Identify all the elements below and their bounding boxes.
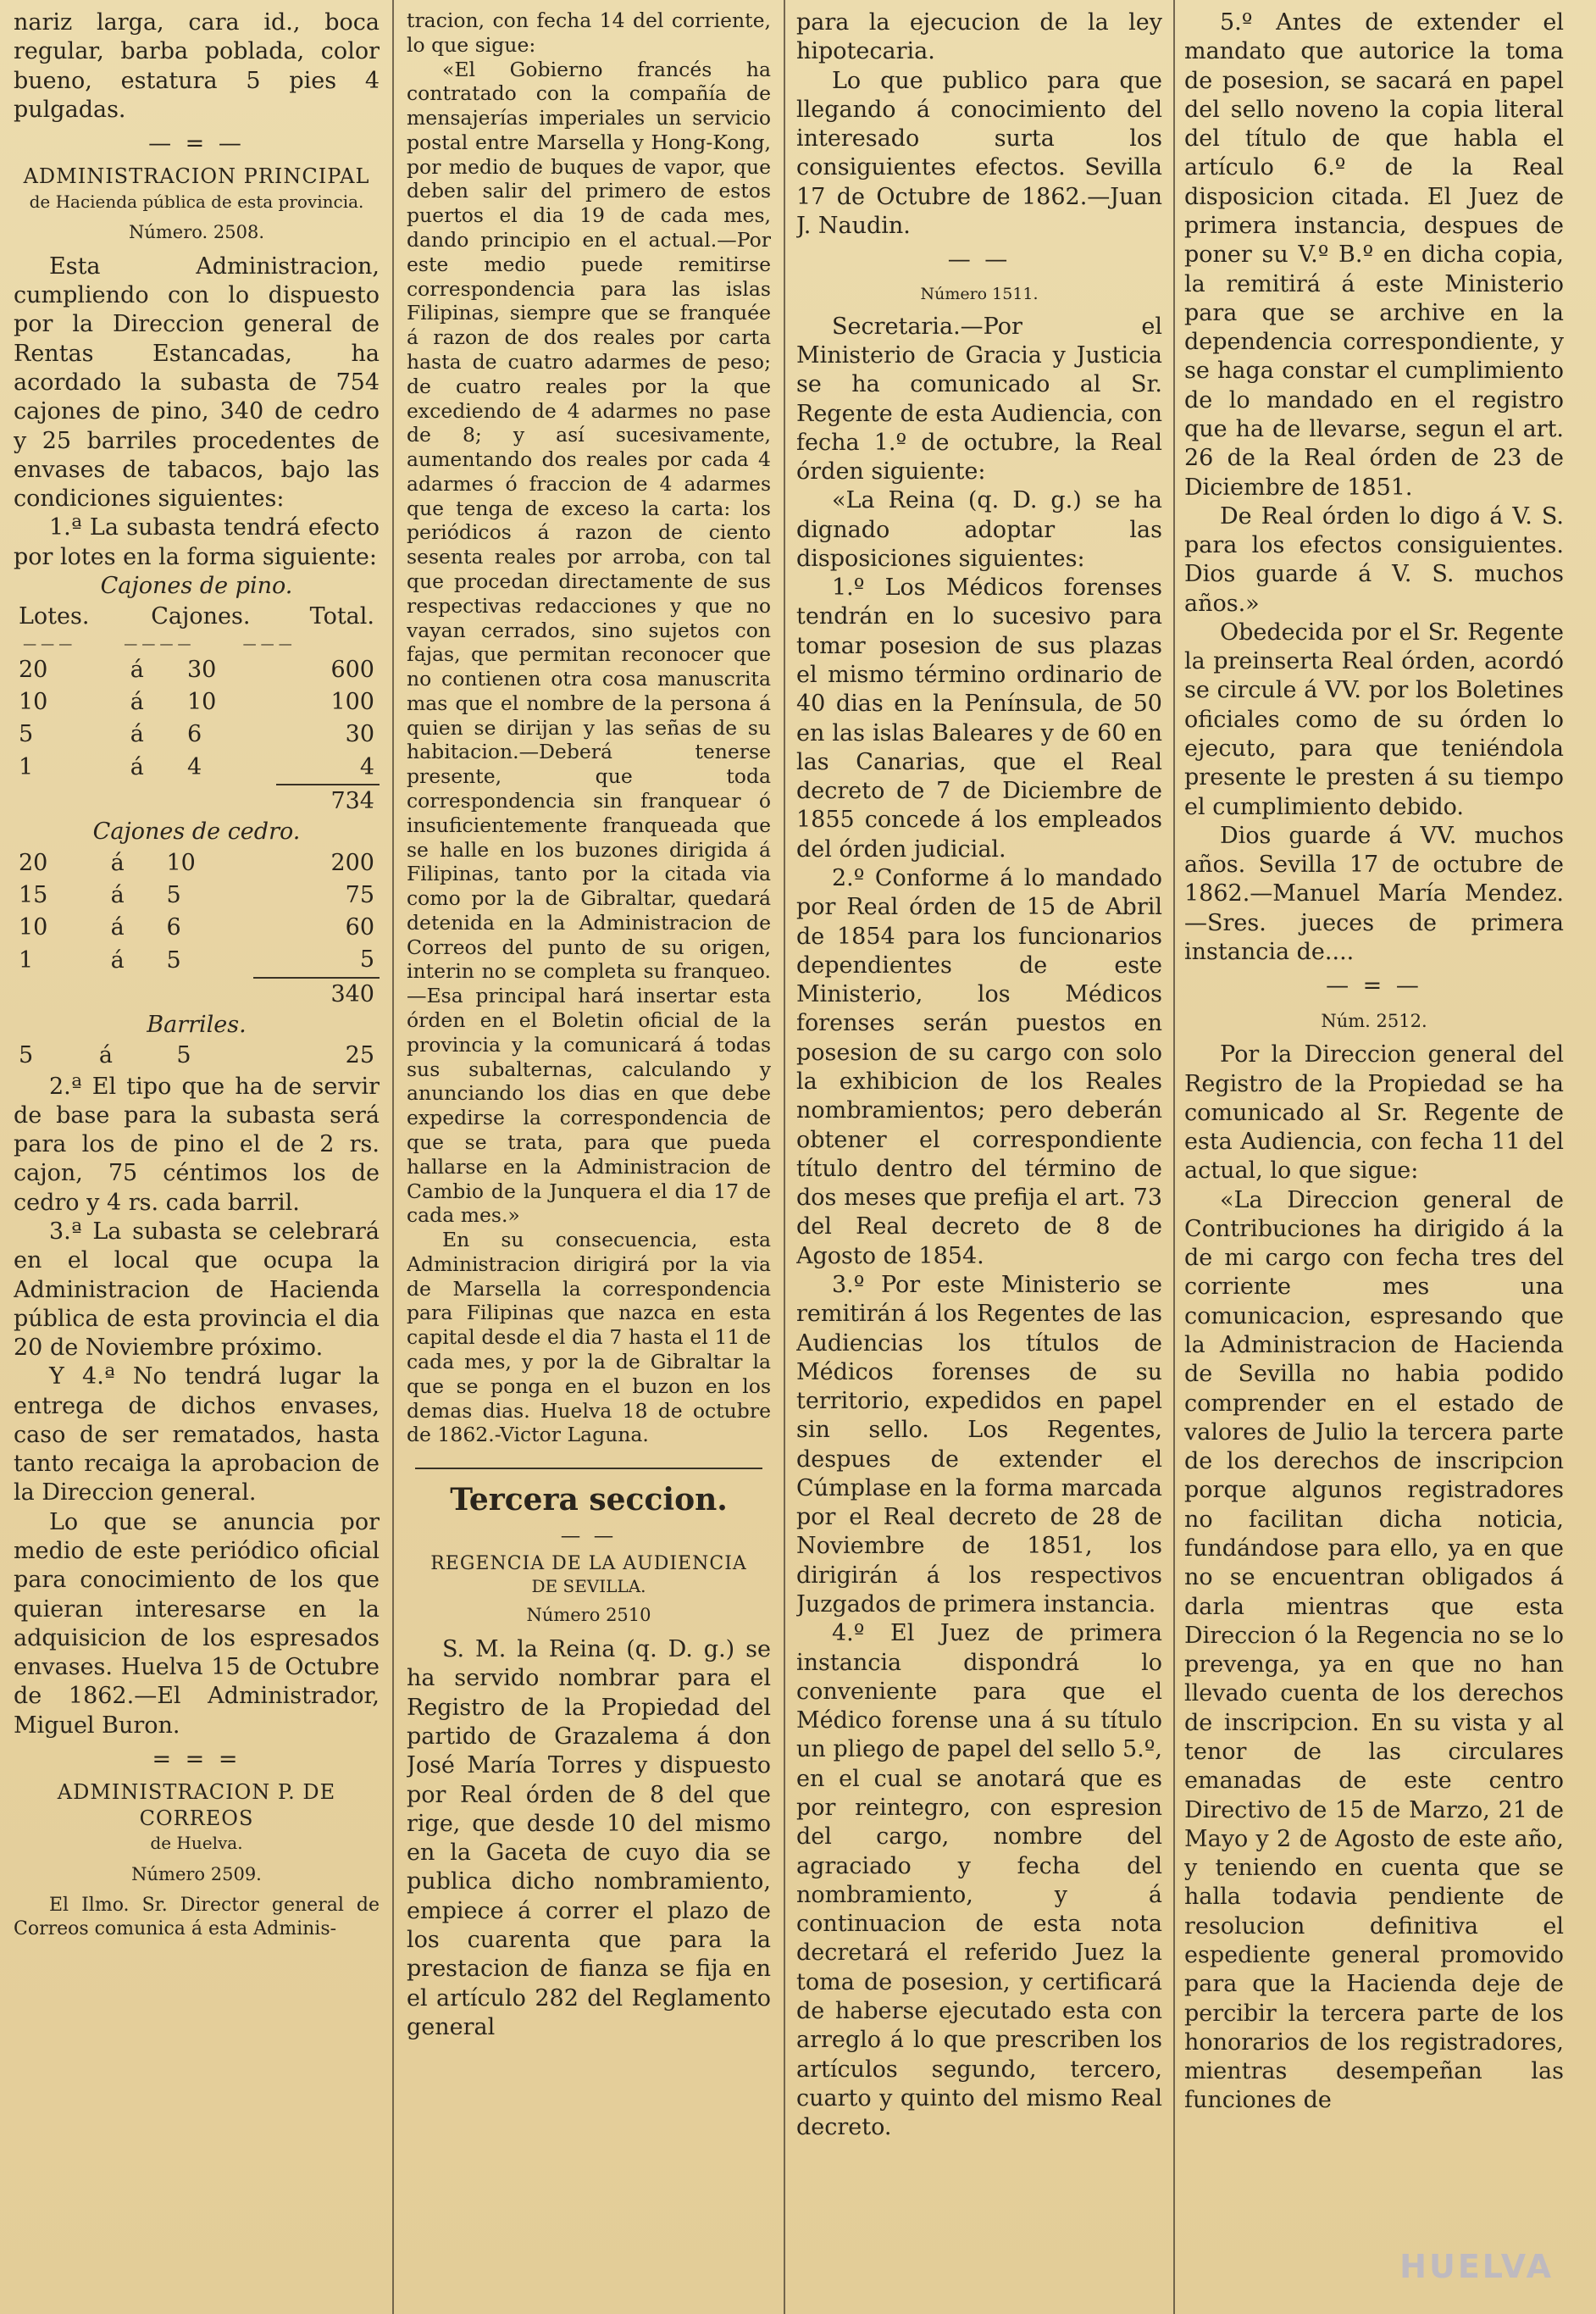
section-title: Tercera seccion. [450, 1482, 728, 1518]
paragraph: Secretaria.—Por el Ministerio de Gracia y Justicia se ha comunicado al Sr. Regente de esta Audiencia, con fecha 1.º de octubre, la Real órden siguiente: [796, 313, 1162, 486]
separator: — = — [1326, 973, 1422, 1000]
notice-number: Número 2510 [526, 1605, 651, 1626]
paragraph: De Real órden lo digo á V. S. para los efectos consiguientes. Dios guarde á V. S. muchos años.» [1184, 502, 1564, 617]
table-caption: Barriles. [147, 1011, 247, 1038]
column-rule [392, 0, 394, 2314]
paragraph: «El Gobierno francés ha contratado con la compañía de mensajerías imperiales un servicio postal entre Marsella y Hong-Kong, por medio de buques de vapor, que deben salir del primero de estos puertos el dia 19 de cada mes, dando principio en el actual.—Por este medio puede remitirse correspondencia para las islas Filipinas, siempre que se franquée á razon de dos reales por carta hasta de cuatro adarmes de peso; de cuatro reales por la que excediendo de 4 adarmes no pase de 8; y así sucesivamente, aumentando dos reales por cada 4 adarmes ó fraccion de 4 adarmes que tenga de exceso la carta: los periódicos á razon de ciento sesenta reales por arroba, con tal que procedan directamente de sus respectivas redacciones y que no vayan cerrados, sino sujetos con fajas, que permitan reconocer que no contienen otra cosa manuscrita mas que el nombre de la persona á quien se dirijan y las señas de su habitacion.—Deberá tenerse presente, que toda correspondencia sin franquear ó insuficientemente franqueada que se halle en los buzones dirigida á Filipinas, tanto por la citada via como por la de Gibraltar, quedará detenida en la Administracion de Correos del punto de su origen, interin no se completa su franqueo.—Esa principal hará insertar esta órden en el Boletin oficial de la provincia y la comunicará á todas sus subalternas, calculando y anunciando los dias en que debe expedirse la correspondencia de que se trata, para que pueda hallarse en la Administracion de Cambio de la Junquera el dia 17 de cada mes.» [407, 57, 771, 1228]
column-header: Total. [309, 603, 374, 630]
paragraph: Y 4.ª No tendrá lugar la entrega de dichos envases, caso de ser rematados, hasta tanto recaiga la aprobacion de la Direccion general. [14, 1363, 380, 1507]
table-caption: Cajones de pino. [100, 573, 293, 600]
table-total-row [14, 785, 380, 818]
column-3 [796, 8, 1162, 2305]
table-caption: Cajones de cedro. [92, 819, 301, 846]
column-header: Lotes. [19, 603, 90, 630]
separator: — — [560, 1523, 618, 1548]
paragraph: 4.º El Juez de primera instancia dispondrá lo conveniente para que el Médico forense una á su título un pliego de papel del sello 5.º, en el cual se anotará que es por reintegro, con espresion del cargo, nombre del agraciado y fecha del nombramiento, y á continuacion de esta nota decretará el referido Juez la toma de posesion, y certificará de haberse ejecutado esta con arreglo á lo que prescriben los artículos segundo, tercero, cuarto y quinto del mismo Real decreto. [796, 1620, 1162, 2141]
table-row: 1 á 5 5 [19, 946, 374, 974]
section-subheading: de Hacienda pública de esta provincia. [29, 191, 364, 212]
paragraph: S. M. la Reina (q. D. g.) se ha servido nombrar para el Registro de la Propiedad del partido de Grazalema á don José María Torres y dispuesto por Real órden de 8 del que rige, que desde 10 del mismo en la Gaceta de cuyo dia se publica dicho nombramiento, empiece á correr el plazo de los cuarenta que para la prestacion de fianza se fija en el artículo 282 del Reglamento general [407, 1636, 771, 2040]
paragraph: 3.º Por este Ministerio se remitirán á los Regentes de las Audiencias los títulos de Médicos forenses de su territorio, expedidos en papel sin sello. Los Regentes, despues de extender el Cúmplase en la forma marcada por el Real decreto de 28 de Noviembre de 1851, los dirigirán á los respectivos Juzgados de primera instancia. [796, 1271, 1162, 1618]
paragraph: Por la Direccion general del Registro de la Propiedad se ha comunicado al Sr. Regente de esta Audiencia, con fecha 11 del actual, lo que sigue: [1184, 1041, 1564, 1185]
table-row: 5 á 6 30 [19, 721, 374, 748]
paragraph: Lo que se anuncia por medio de este periódico oficial para conocimiento de los que quieran interesarse en la adquisicion de los espresados envases. Huelva 15 de Octubre de 1862.—El Administrador, Miguel Buron. [14, 1508, 380, 1739]
table-row: 20 á 10 200 [19, 849, 374, 876]
paragraph: 3.ª La subasta se celebrará en el local que ocupa la Administracion de Hacienda pública de esta provincia el dia 20 de Noviembre próximo. [14, 1218, 380, 1362]
paragraph: 1.º Los Médicos forenses tendrán en lo sucesivo para tomar posesion de sus plazas el mismo término ordinario de 40 dias en la Península, de 50 en las islas Baleares y de 60 en las Canarias, que el Real decreto de 7 de Diciembre de 1855 concede á los empleados del órden judicial. [796, 574, 1162, 863]
table-total-row [14, 978, 380, 1011]
separator: = = = [152, 1746, 241, 1773]
table-row: 1 á 4 4 [19, 753, 374, 781]
section-subheading: de Huelva. [150, 1833, 243, 1854]
lots-table-barriles [14, 1040, 380, 1072]
section-heading: ADMINISTRACION P. DE CORREOS [57, 1780, 336, 1830]
column-rule [1173, 0, 1175, 2314]
separator: — = — [148, 130, 245, 158]
paragraph: para la ejecucion de la ley hipotecaria. [796, 9, 1162, 65]
huelva-watermark: HUELVA [1399, 2248, 1554, 2285]
paragraph: 2.º Conforme á lo mandado por Real órden de 15 de Abril de 1854 para los funcionarios dependientes de este Ministerio, los Médicos forenses serán puestos en posesion de su cargo con solo la exhibicion de los Reales nombramientos; pero deberán obtener el correspondiente título dentro del término de dos meses que prefija el art. 73 del Real decreto de 8 de Agosto de 1854. [796, 865, 1162, 1269]
table-header-row [14, 601, 380, 633]
paragraph: El Ilmo. Sr. Director general de Correos comunica á esta Adminis- [14, 1895, 380, 1940]
table-row: 10 á 10 100 [19, 689, 374, 716]
table-row: 20 á 30 600 [19, 656, 374, 683]
column-rule [784, 0, 785, 2314]
paragraph: Esta Administracion, cumpliendo con lo dispuesto por la Direccion general de Rentas Estancadas, ha acordado la subasta de 754 cajones de pino, 340 de cedro y 25 barriles procedentes de envases de tabacos, bajo las condiciones siguientes: [14, 252, 380, 513]
lead-text: nariz larga, cara id., boca regular, barba poblada, color bueno, estatura 5 pies 4 pulgadas. [14, 9, 380, 123]
paragraph: «La Direccion general de Contribuciones ha dirigido á la de mi cargo con fecha tres del corriente mes una comunicacion, espresando que la Administracion de Hacienda de Sevilla no habia podido comprender en el estado de valores de Julio la tercera parte de los derechos de inscripcion porque algunos registradores no facilitan dicha noticia, fundándose para ello, ya en que no se encuentran obligados á darla mientras que esta Direccion ó la Regencia no se lo prevenga, ya en que no han llevado cuenta de los derechos de inscripcion. En su vista y al tenor de las circulares emanadas de este centro Directivo de 15 de Marzo, 21 de Mayo y 2 de Agosto de este año, y teniendo en cuenta que se halla todavia pendiente de resolucion definitiva el espediente general promovido para que la Hacienda deje de percibir la tercera parte de los honorarios de los registradores, mientras desempeñan las funciones de [1184, 1186, 1564, 2114]
paragraph: 2.ª El tipo que ha de servir de base para la subasta será para los de pino el de 2 rs. cajon, 75 céntimos los de cedro y 4 rs. cada barril. [14, 1073, 380, 1216]
paragraph: tracion, con fecha 14 del corriente, lo que sigue: [407, 8, 771, 57]
column-2 [407, 8, 771, 2305]
paragraph: Obedecida por el Sr. Regente la preinserta Real órden, acordó se circule á VV. por los Boletines oficiales como de su órden lo ejecuto, para que teniéndola presente le presten á su tiempo el cumplimiento debido. [1184, 619, 1564, 820]
table-row: 5 á 5 25 [19, 1042, 374, 1069]
paragraph: Dios guarde á VV. muchos años. Sevilla 17 de octubre de 1862.—Manuel María Mendez.—Sres. jueces de primera instancia de.... [1184, 822, 1564, 965]
table-row: 10 á 6 60 [19, 914, 374, 941]
table-total: 340 [253, 978, 380, 1011]
paragraph: En su consecuencia, esta Administracion dirigirá por la via de Marsella la correspondencia para Filipinas que nazca en esta capital desde el dia 7 hasta el 11 de cada mes, y por la de Gibraltar la que se ponga en el buzon en los demas dias. Huelva 18 de octubre de 1862.-Victor Laguna. [407, 1228, 771, 1447]
column-header: Cajones. [151, 603, 251, 630]
paragraph: Lo que publico para que llegando á conocimiento del interesado surta los consiguientes efectos. Sevilla 17 de Octubre de 1862.—Juan J. Naudin. [796, 67, 1162, 239]
paragraph: «La Reina (q. D. g.) se ha dignado adoptar las disposiciones siguientes: [796, 487, 1162, 572]
notice-number: Número. 2508. [128, 222, 265, 243]
paragraph: 1.ª La subasta tendrá efecto por lotes en la forma siguiente: [14, 514, 380, 570]
section-subheading: DE SEVILLA. [531, 1575, 646, 1596]
paragraph: 5.º Antes de extender el mandato que autorice la toma de posesion, se sacará en papel del sello noveno la copia literal del título de que habla el artículo 6.º de la Real disposicion citada. El Juez de primera instancia, despues de poner su V.º B.º en dicha copia, la remitirá á este Ministerio para que se archive en la dependencia correspondiente, y se haga constar el cumplimiento de lo mandado en el registro que ha de llevarse, segun el art. 26 de la Real órden de 23 de Diciembre de 1851. [1184, 9, 1564, 501]
notice-number: Número 2509. [131, 1863, 262, 1884]
column-1 [14, 8, 380, 2305]
column-4 [1184, 8, 1564, 2305]
section-heading: REGENCIA DE LA AUDIENCIA [430, 1552, 747, 1574]
divider [415, 1468, 762, 1469]
table-total: 734 [276, 785, 380, 818]
notice-number: Número 1511. [920, 284, 1039, 303]
notice-number: Núm. 2512. [1321, 1010, 1427, 1031]
table-row: 15 á 5 75 [19, 881, 374, 908]
lots-table-cedro [14, 847, 380, 1011]
separator: — — [947, 247, 1011, 274]
section-heading: ADMINISTRACION PRINCIPAL [23, 164, 370, 189]
lots-table-pino: Lotes. Cajones. Total. — — — — — — — — — — 20 á 30 600 10 á 10 100 5 á 6 30 1 á 4 4 734 [14, 601, 380, 818]
